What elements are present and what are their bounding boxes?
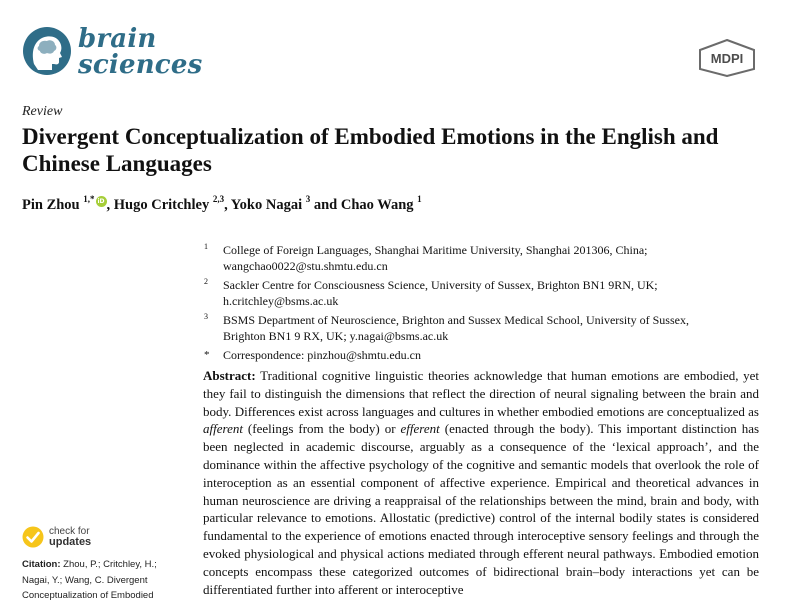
abstract-text: (enacted through the body). This important distinction has been neglected in academic discourse, arguably as a consequence of the ‘lexical approach’, and the dominance within the affective psychology of the cognitive and semantic models that overlook the role of interoception as an essential component of affective experience. Empirical and theoretical advances in human neuroscience are driving a reappraisal of the relationships between the mind, brain and body, with particular relevance to emotions. Allostatic (predictive) control of the internal bodily states is considered fundamental to the experience of emotions enacted through interoceptive sensory feelings and through the evoked physiological and physical actions mediated through efferent neural pathways. Embodied emotion concepts encompass these categorized outcomes of bidirectional brain–body interactions yet can be differentiated further into afferent or interoceptive <box>203 421 760 597</box>
article-title: Divergent Conceptualization of Embodied Emotions in the English and Chinese Languages <box>22 124 719 176</box>
author-name: Pin Zhou <box>22 196 80 213</box>
affiliation-item <box>200 242 760 274</box>
orcid-icon[interactable]: iD <box>97 198 105 205</box>
journal-name <box>78 26 202 78</box>
journal-name-line1: brain <box>78 24 157 54</box>
affiliation-number: 3 <box>204 312 208 321</box>
affiliation-item <box>200 277 760 309</box>
affiliation-text: Sackler Centre for Consciousness Science, University of Sussex, Brighton BN1 9RN, UK; <box>223 278 658 292</box>
citation-text: Zhou, P.; Critchley, H.; Nagai, Y.; Wang, C. Divergent Conceptualization of Embodied <box>22 559 157 601</box>
correspondence-star: * <box>204 349 210 361</box>
citation-label: Citation: <box>22 559 61 570</box>
author-name: Yoko Nagai <box>230 196 303 213</box>
check-updates-label: check for updates <box>49 526 92 548</box>
affiliation-item <box>200 312 760 344</box>
citation <box>22 557 172 604</box>
correspondence-item <box>200 347 760 363</box>
affiliations <box>200 242 760 366</box>
affiliation-number: 2 <box>204 277 208 286</box>
affiliation-text: BSMS Department of Neuroscience, Brighton and Sussex Medical School, University of Sussex, <box>223 313 689 327</box>
affiliation-email[interactable]: wangchao0022@stu.shmtu.edu.cn <box>223 259 388 273</box>
check-updates-icon <box>22 526 44 548</box>
journal-logo <box>22 24 203 80</box>
author-affiliation-ref: 1 <box>417 194 422 204</box>
author-name: Hugo Critchley <box>113 196 210 213</box>
brain-head-icon <box>22 26 72 76</box>
affiliation-email[interactable]: Brighton BN1 9 RX, UK; y.nagai@bsms.ac.uk <box>223 329 449 343</box>
abstract-term-afferent: afferent <box>203 421 243 437</box>
author-affiliation-ref: 2,3 <box>212 194 225 204</box>
publisher-logo <box>697 39 757 77</box>
affiliation-text: College of Foreign Languages, Shanghai Maritime University, Shanghai 201306, China; <box>223 243 648 257</box>
abstract-text: Traditional cognitive linguistic theories acknowledge that human emotions are embodied, yet they fail to distinguish the dimensions that reflect the direction of neural signaling between the brain and body. Differences exist across languages and cultures in whether embodied emotions are conceptualized as <box>203 368 760 419</box>
abstract-label: Abstract: <box>203 368 256 383</box>
author-affiliation-ref: 3 <box>305 194 311 204</box>
publisher-name: MDPI <box>710 51 744 66</box>
abstract-text: (feelings from the body) or <box>247 421 396 437</box>
abstract <box>203 367 759 598</box>
affiliation-email[interactable]: h.critchley@bsms.ac.uk <box>223 294 339 308</box>
author-affiliation-ref: 1,* <box>83 194 95 204</box>
author-name: Chao Wang <box>340 196 414 213</box>
correspondence-text[interactable]: Correspondence: pinzhou@shmtu.edu.cn <box>223 348 422 362</box>
journal-name-line2: sciences <box>78 50 203 80</box>
author-list: Pin Zhou $^{1,*}$ iD , Hugo Critchley $^{2,3}$, Yoko Nagai $^3$ and Chao Wang $^1$ <box>22 194 422 213</box>
article-type: Review <box>22 104 63 119</box>
abstract-term-efferent: efferent <box>400 421 440 437</box>
affiliation-number: 1 <box>204 242 208 251</box>
check-for-updates-button[interactable] <box>22 526 132 548</box>
